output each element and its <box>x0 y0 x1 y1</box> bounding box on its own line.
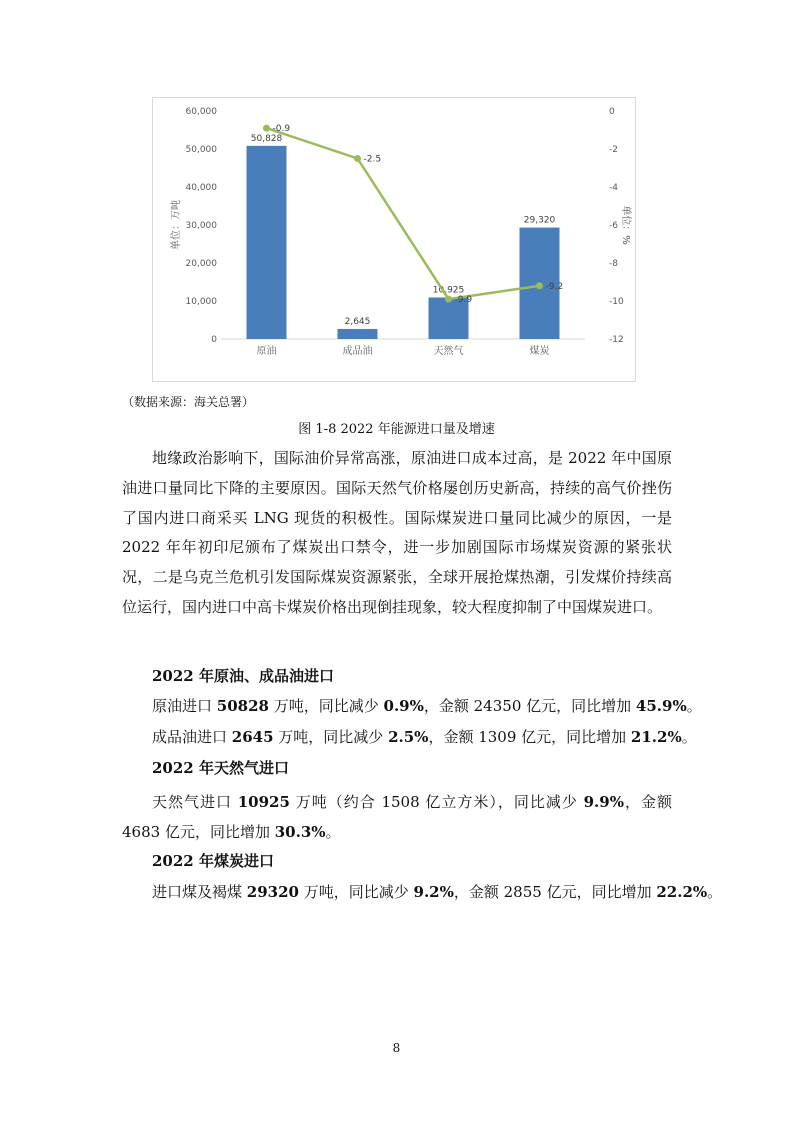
refined-oil-line: 成品油进口 2645 万吨，同比减少 2.5%，金额 1309 亿元，同比增加 21.2%。 <box>152 728 697 746</box>
line-data-label: -9.2 <box>545 281 564 292</box>
y-axis-title: 单位：万吨 <box>171 200 182 250</box>
y-tick-label: 40,000 <box>185 183 217 193</box>
growth-point <box>536 282 543 289</box>
section-heading-oil: 2022 年原油、成品油进口 <box>152 667 334 685</box>
chart-frame <box>152 97 636 382</box>
y-tick-label: 30,000 <box>185 221 217 231</box>
line-data-label: -0.9 <box>272 124 291 135</box>
x-category-label: 天然气 <box>433 346 464 357</box>
body-paragraph: 地缘政治影响下，国际油价异常高涨，原油进口成本过高，是 2022 年中国原油进口量同比下降的主要原因。国际天然气价格屡创历史新高，持续的高气价挫伤了国内进口商采买 LNG 现货的积极性。国际煤炭进口量同比减少的原因，一是 2022 年年初印尼颁布了煤炭出口禁令，进一步加剧国际市场煤炭资源的紧张状况，二是乌克兰危机引发国际煤炭资源紧张，全球开展抢煤热潮，引发煤价持续高位运行，国内进口中高卡煤炭价格出现倒挂现象，较大程度抑制了中国煤炭进口。 <box>122 449 672 616</box>
growth-point <box>445 296 452 303</box>
y2-tick-label: -8 <box>609 259 618 269</box>
y-tick-label: 60,000 <box>185 107 217 117</box>
y2-tick-label: -10 <box>609 297 624 307</box>
figure-caption: 图 1-8 2022 年能源进口量及增速 <box>298 422 495 437</box>
y-tick-label: 50,000 <box>185 145 217 155</box>
source-note: （数据来源：海关总署） <box>122 395 255 409</box>
y2-tick-label: -6 <box>609 221 618 231</box>
growth-point <box>354 155 361 162</box>
section-heading-gas: 2022 年天然气进口 <box>152 759 289 777</box>
y2-tick-label: 0 <box>609 107 615 117</box>
line-data-label: -9.9 <box>454 295 473 306</box>
y2-axis-title: 单位：% <box>620 205 631 245</box>
bar-data-label: 2,645 <box>344 316 371 327</box>
x-category-label: 煤炭 <box>529 346 550 357</box>
x-category-label: 成品油 <box>342 346 373 357</box>
gas-paragraph: 天然气进口 10925 万吨（约合 1508 亿立方米），同比减少 9.9%，金额 4683 亿元，同比增加 30.3%。 <box>122 793 672 841</box>
y2-tick-label: -2 <box>609 145 618 155</box>
bar-data-label: 10,925 <box>432 285 465 296</box>
coal-line: 进口煤及褐煤 29320 万吨，同比减少 9.2%，金额 2855 亿元，同比增加 22.2%。 <box>152 883 723 901</box>
crude-oil-line: 原油进口 50828 万吨，同比减少 0.9%，金额 24350 亿元，同比增加 45.9%。 <box>152 697 702 715</box>
line-data-label: -2.5 <box>363 154 382 165</box>
page-number: 8 <box>392 1041 401 1055</box>
x-category-label: 原油 <box>256 346 277 357</box>
bar <box>247 146 287 339</box>
bar-data-label: 50,828 <box>250 133 283 144</box>
y2-tick-label: -12 <box>609 335 624 345</box>
y-tick-label: 0 <box>211 335 217 345</box>
bar-data-label: 29,320 <box>523 215 556 226</box>
section-heading-coal: 2022 年煤炭进口 <box>152 852 274 870</box>
y-tick-label: 10,000 <box>185 297 217 307</box>
bar <box>338 329 378 339</box>
growth-point <box>263 125 270 132</box>
energy-import-chart <box>153 98 635 381</box>
y2-tick-label: -4 <box>609 183 618 193</box>
growth-line <box>267 128 540 299</box>
y-tick-label: 20,000 <box>185 259 217 269</box>
